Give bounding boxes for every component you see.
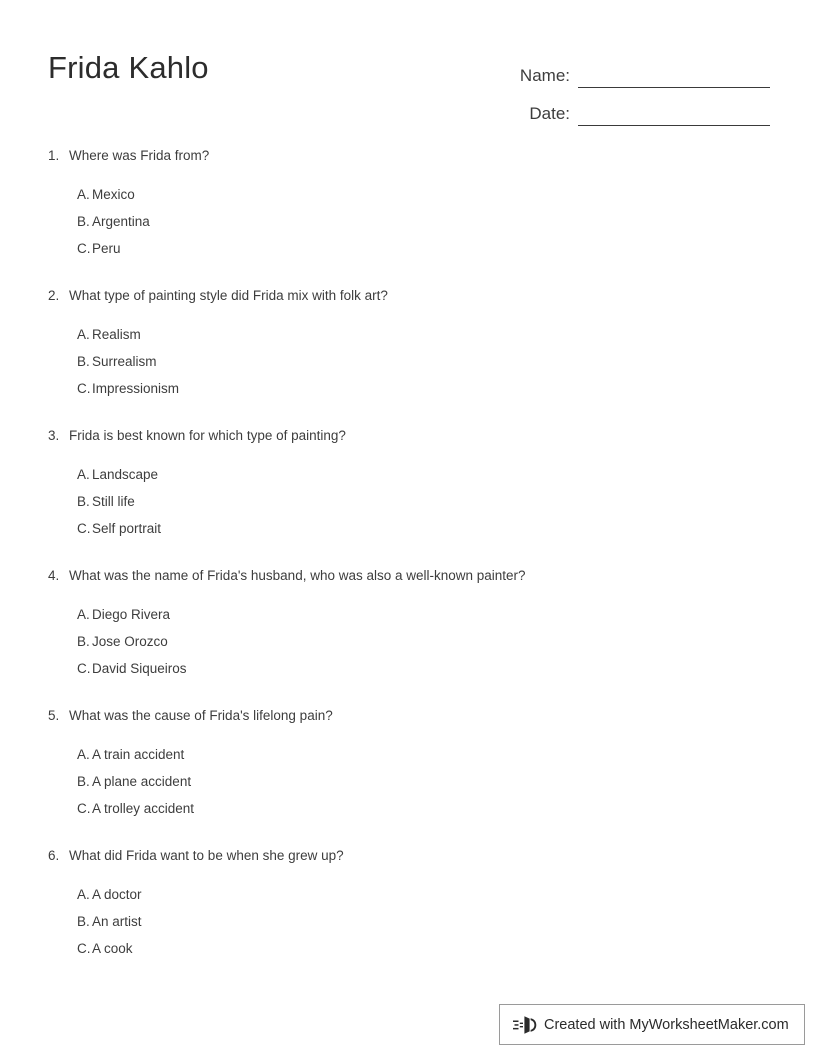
answer-option[interactable] <box>77 465 816 492</box>
option-letter: A. <box>77 467 90 482</box>
option-letter: A. <box>77 327 90 342</box>
answer-option[interactable] <box>77 885 816 912</box>
option-list <box>0 588 816 686</box>
option-list <box>0 448 816 546</box>
answer-option[interactable] <box>77 939 816 966</box>
answer-option[interactable] <box>77 912 816 939</box>
answer-option[interactable] <box>77 745 816 772</box>
option-letter: B. <box>77 494 90 509</box>
answer-option[interactable] <box>77 185 816 212</box>
question-number: 2. <box>48 288 60 303</box>
question-number: 3. <box>48 428 60 443</box>
question-text: What did Frida want to be when she grew up? <box>69 848 344 863</box>
option-text: A cook <box>92 941 133 956</box>
question-block <box>0 286 816 426</box>
answer-option[interactable] <box>77 352 816 379</box>
question-block <box>0 146 816 286</box>
option-text: A plane accident <box>92 774 192 789</box>
created-with-badge[interactable] <box>499 1004 805 1045</box>
answer-option[interactable] <box>77 605 816 632</box>
option-text: Landscape <box>92 467 159 482</box>
answer-option[interactable] <box>77 212 816 239</box>
name-label: Name: <box>519 66 570 85</box>
question-prompt <box>0 146 816 168</box>
question-prompt <box>0 566 816 588</box>
date-input[interactable] <box>578 103 770 126</box>
option-letter: B. <box>77 774 90 789</box>
answer-option[interactable] <box>77 492 816 519</box>
option-text: David Siqueiros <box>92 661 187 676</box>
name-field-row <box>470 50 770 88</box>
question-prompt <box>0 846 816 868</box>
question-number: 5. <box>48 708 60 723</box>
answer-option[interactable] <box>77 659 816 686</box>
question-block <box>0 706 816 846</box>
option-letter: B. <box>77 354 90 369</box>
answer-option[interactable] <box>77 519 816 546</box>
option-text: Realism <box>92 327 141 342</box>
badge-label: Created with MyWorksheetMaker.com <box>544 1016 789 1033</box>
option-letter: B. <box>77 634 90 649</box>
option-letter: C. <box>77 661 91 676</box>
answer-option[interactable] <box>77 772 816 799</box>
question-list <box>0 146 816 986</box>
question-block <box>0 566 816 706</box>
option-text: Self portrait <box>92 521 162 536</box>
option-text: A trolley accident <box>92 801 195 816</box>
option-letter: A. <box>77 187 90 202</box>
worksheet-header <box>0 0 816 130</box>
question-prompt <box>0 706 816 728</box>
option-letter: C. <box>77 241 91 256</box>
answer-option[interactable] <box>77 325 816 352</box>
question-text: What was the cause of Frida's lifelong pain? <box>69 708 333 723</box>
option-text: Still life <box>92 494 135 509</box>
answer-option[interactable] <box>77 379 816 406</box>
option-letter: C. <box>77 801 91 816</box>
option-letter: A. <box>77 887 90 902</box>
option-text: Peru <box>92 241 121 256</box>
option-text: Surrealism <box>92 354 157 369</box>
option-letter: C. <box>77 521 91 536</box>
date-label: Date: <box>529 104 570 123</box>
option-list <box>0 868 816 966</box>
option-letter: B. <box>77 914 90 929</box>
question-block <box>0 426 816 566</box>
option-text: Argentina <box>92 214 150 229</box>
page-title: Frida Kahlo <box>48 50 209 85</box>
option-letter: B. <box>77 214 90 229</box>
question-number: 4. <box>48 568 60 583</box>
answer-option[interactable] <box>77 632 816 659</box>
option-text: Impressionism <box>92 381 180 396</box>
question-text: Where was Frida from? <box>69 148 210 163</box>
option-list <box>0 728 816 826</box>
question-number: 1. <box>48 148 60 163</box>
question-number: 6. <box>48 848 60 863</box>
question-text: What was the name of Frida's husband, who was also a well-known painter? <box>69 568 526 583</box>
answer-option[interactable] <box>77 239 816 266</box>
option-list <box>0 168 816 266</box>
student-info-fields <box>470 50 770 126</box>
worksheet-maker-logo-icon <box>513 1014 537 1036</box>
option-list <box>0 308 816 406</box>
option-text: Mexico <box>92 187 135 202</box>
name-input[interactable] <box>578 65 770 88</box>
answer-option[interactable] <box>77 799 816 826</box>
question-prompt <box>0 286 816 308</box>
option-text: Diego Rivera <box>92 607 171 622</box>
option-letter: C. <box>77 381 91 396</box>
option-text: A train accident <box>92 747 185 762</box>
question-text: Frida is best known for which type of painting? <box>69 428 346 443</box>
option-letter: C. <box>77 941 91 956</box>
date-field-row <box>470 88 770 126</box>
option-text: A doctor <box>92 887 142 902</box>
option-text: Jose Orozco <box>92 634 168 649</box>
question-text: What type of painting style did Frida mix with folk art? <box>69 288 388 303</box>
question-block <box>0 846 816 986</box>
question-prompt <box>0 426 816 448</box>
option-letter: A. <box>77 747 90 762</box>
option-letter: A. <box>77 607 90 622</box>
option-text: An artist <box>92 914 142 929</box>
